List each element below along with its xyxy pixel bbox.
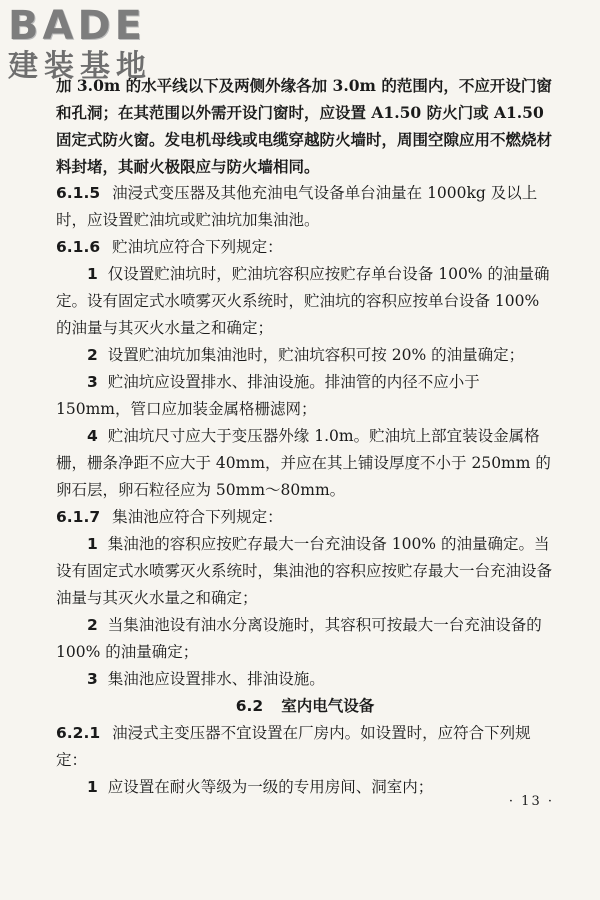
watermark-brand-en: BADE bbox=[8, 3, 146, 49]
clause-text: 集油池应符合下列规定： bbox=[112, 508, 283, 526]
document-page bbox=[56, 72, 554, 801]
section-number: 6.2 bbox=[235, 697, 264, 715]
clause-text: 油浸式变压器及其他充油电气设备单台油量在 1000kg 及以上时，应设置贮油坑或贮油坑加集油池。 bbox=[56, 184, 538, 229]
list-item bbox=[56, 531, 554, 612]
item-text: 当集油池设有油水分离设施时，其容积可按最大一台充油设备的 100% 的油量确定； bbox=[56, 616, 542, 661]
clause-number: 6.1.6 bbox=[56, 238, 101, 256]
list-item bbox=[56, 342, 554, 369]
clause-6-2-1 bbox=[56, 720, 554, 774]
item-text: 集油池的容积应按贮存最大一台充油设备 100% 的油量确定。当设有固定式水喷雾灭火系统时，集油池的容积应按贮存最大一台充油设备油量与其灭火水量之和确定； bbox=[56, 535, 553, 607]
item-text: 仅设置贮油坑时，贮油坑容积应按贮存单台设备 100% 的油量确定。设有固定式水喷雾灭火系统时，贮油坑的容积应按单台设备 100% 的油量与其灭火水量之和确定； bbox=[56, 265, 550, 337]
section-title: 室内电气设备 bbox=[281, 697, 375, 715]
item-number: 1 bbox=[87, 265, 98, 283]
clause-number: 6.1.5 bbox=[56, 184, 101, 202]
list-item bbox=[56, 666, 554, 693]
list-item bbox=[56, 261, 554, 342]
item-text: 贮油坑应设置排水、排油设施。排油管的内径不应小于 150mm，管口应加装金属格栅滤网； bbox=[56, 373, 480, 418]
item-number: 4 bbox=[87, 427, 98, 445]
list-item bbox=[56, 369, 554, 423]
clause-6-1-7 bbox=[56, 504, 554, 531]
list-item bbox=[56, 612, 554, 666]
intro-paragraph: 加 3.0m 的水平线以下及两侧外缘各加 3.0m 的范围内，不应开设门窗和孔洞；在其范围以外需开设门窗时，应设置 A1.50 防火门或 A1.50 固定式防火窗。发电机母线或电缆穿越防火墙时，周围空隙应用不燃烧材料封堵，其耐火极限应与防火墙相同。 bbox=[56, 76, 553, 176]
clause-6-1-5 bbox=[56, 180, 554, 234]
list-item bbox=[56, 774, 554, 801]
clause-text: 油浸式主变压器不宜设置在厂房内。如设置时，应符合下列规定： bbox=[56, 724, 531, 769]
item-number: 3 bbox=[87, 670, 98, 688]
list-item bbox=[56, 423, 554, 504]
item-number: 2 bbox=[87, 346, 98, 364]
clause-text: 贮油坑应符合下列规定： bbox=[112, 238, 283, 256]
section-heading bbox=[56, 693, 554, 720]
item-number: 1 bbox=[87, 535, 98, 553]
clause-6-1-6 bbox=[56, 234, 554, 261]
item-text: 贮油坑尺寸应大于变压器外缘 1.0m。贮油坑上部宜装设金属格栅，栅条净距不应大于 40mm，并应在其上铺设厚度不小于 250mm 的卵石层，卵石粒径应为 50mm～80mm。 bbox=[56, 427, 551, 499]
item-number: 2 bbox=[87, 616, 98, 634]
watermark-brand-cn: 建装基地 bbox=[8, 49, 152, 84]
item-text: 应设置在耐火等级为一级的专用房间、洞室内； bbox=[107, 778, 434, 796]
item-text: 集油池应设置排水、排油设施。 bbox=[107, 670, 325, 688]
page-number: · 13 · bbox=[508, 794, 554, 809]
item-text: 设置贮油坑加集油池时，贮油坑容积可按 20% 的油量确定； bbox=[107, 346, 525, 364]
clause-number: 6.2.1 bbox=[56, 724, 101, 742]
clause-number: 6.1.7 bbox=[56, 508, 101, 526]
item-number: 1 bbox=[87, 778, 98, 796]
item-number: 3 bbox=[87, 373, 98, 391]
